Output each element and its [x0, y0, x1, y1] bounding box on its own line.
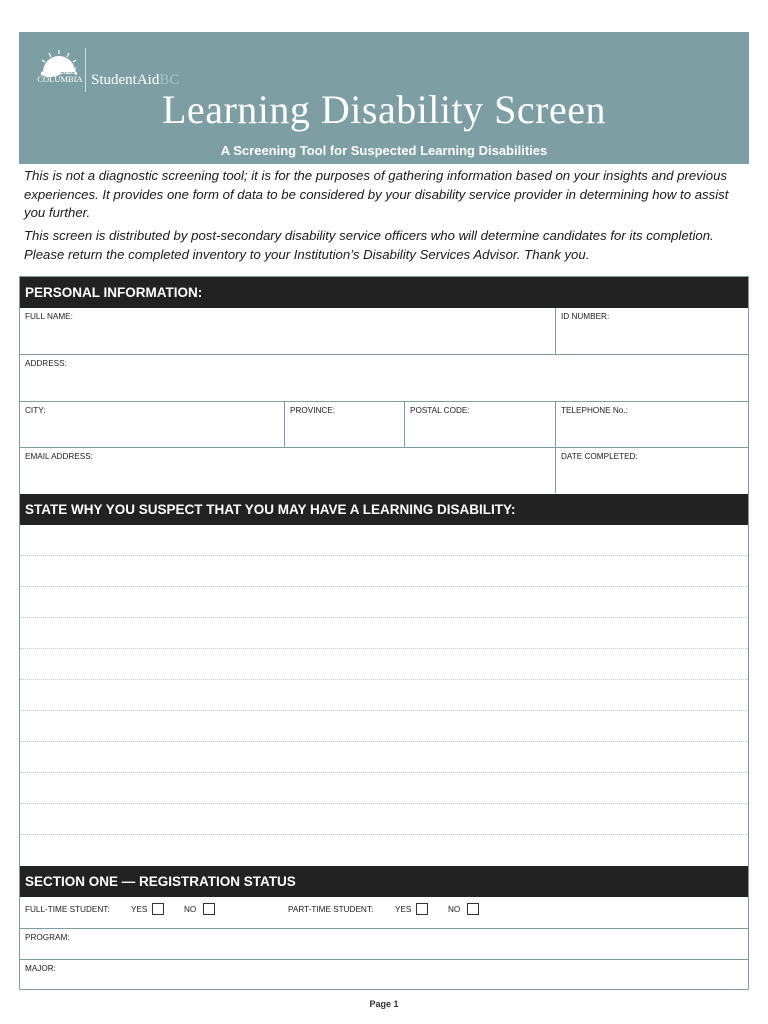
address-label: ADDRESS: [25, 359, 67, 368]
major-label: MAJOR: [25, 964, 56, 973]
writing-line [20, 586, 748, 587]
postal-code-field[interactable] [404, 402, 555, 447]
writing-line [20, 648, 748, 649]
writing-line [20, 741, 748, 742]
bc-logo-wordmark: BRITISH COLUMBIA [37, 65, 83, 84]
writing-line [20, 679, 748, 680]
part-time-yes-checkbox[interactable] [416, 903, 428, 915]
id-number-field[interactable] [555, 308, 748, 354]
section-heading-personal: PERSONAL INFORMATION: [20, 277, 748, 308]
section-heading-suspect: STATE WHY YOU SUSPECT THAT YOU MAY HAVE A LEARNING DISABILITY: [20, 494, 748, 525]
telephone-field[interactable] [555, 402, 748, 447]
address-field[interactable] [20, 355, 748, 401]
province-label: PROVINCE: [290, 406, 336, 415]
major-field[interactable] [20, 960, 748, 989]
date-completed-field[interactable] [555, 448, 748, 493]
row-city [20, 402, 748, 448]
part-time-no-checkbox[interactable] [467, 903, 479, 915]
brand-name: StudentAidBC [91, 72, 180, 88]
part-time-no-label: NO [448, 905, 461, 914]
full-time-no-checkbox[interactable] [203, 903, 215, 915]
full-time-yes-label: YES [131, 905, 148, 914]
email-label: EMAIL ADDRESS: [25, 452, 93, 461]
telephone-label: TELEPHONE No.: [561, 406, 628, 415]
page-number: Page 1 [369, 999, 399, 1009]
writing-line [20, 555, 748, 556]
row-program [20, 929, 748, 960]
row-address [20, 355, 748, 402]
row-registration-status [20, 897, 748, 929]
writing-line [20, 772, 748, 773]
full-time-no-label: NO [184, 905, 197, 914]
screening-form [19, 276, 749, 990]
full-time-yes-checkbox[interactable] [152, 903, 164, 915]
full-time-label: FULL-TIME STUDENT: [25, 905, 110, 914]
suspect-writing-area[interactable] [20, 525, 748, 865]
writing-line [20, 803, 748, 804]
full-name-field[interactable] [20, 308, 555, 354]
page-subtitle: A Screening Tool for Suspected Learning Disabilities [220, 143, 548, 158]
part-time-label: PART-TIME STUDENT: [288, 905, 374, 914]
city-label: CITY: [25, 406, 46, 415]
intro-paragraph-2: This screen is distributed by post-secondary disability service officers who will determine candidates for its completion. Please return the completed inventory to your Institution’s Disability Services Advisor. Thank you. [24, 228, 714, 262]
full-name-label: FULL NAME: [25, 312, 73, 321]
writing-line [20, 834, 748, 835]
email-field[interactable] [20, 448, 555, 493]
date-completed-label: DATE COMPLETED: [561, 452, 638, 461]
program-field[interactable] [20, 929, 748, 959]
writing-line [20, 617, 748, 618]
province-field[interactable] [284, 402, 404, 447]
writing-line [20, 710, 748, 711]
header-banner [19, 32, 749, 164]
intro-paragraph-1: This is not a diagnostic screening tool; it is for the purposes of gathering information based on your insights and previous experiences. It provides one form of data to be considered by your disability service provider in determining how to assist you further. [24, 168, 729, 220]
city-field[interactable] [20, 402, 284, 447]
program-label: PROGRAM: [25, 933, 70, 942]
row-email [20, 448, 748, 493]
page-title: Learning Disability Screen [162, 87, 606, 132]
part-time-yes-label: YES [395, 905, 412, 914]
row-name [20, 308, 748, 355]
row-major [20, 960, 748, 989]
id-number-label: ID NUMBER: [561, 312, 610, 321]
section-heading-registration: SECTION ONE — REGISTRATION STATUS [20, 866, 748, 897]
postal-code-label: POSTAL CODE: [410, 406, 470, 415]
